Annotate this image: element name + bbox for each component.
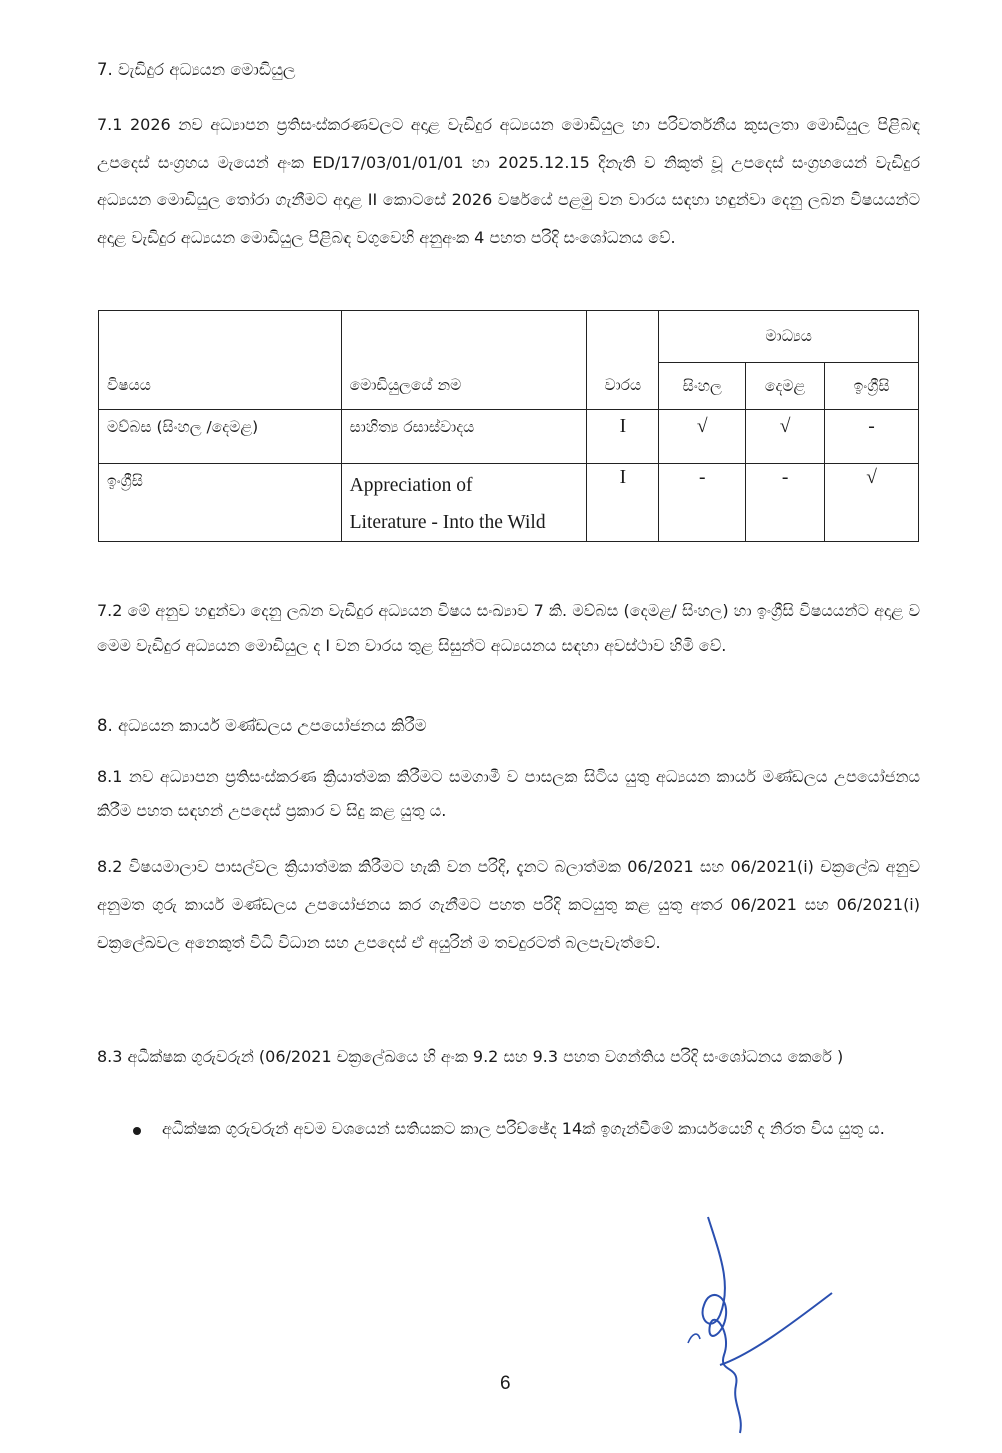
table-row xyxy=(99,464,919,542)
header-english: ඉංග්‍රීසි xyxy=(825,363,919,410)
row2-sinhala-mark: - xyxy=(659,464,746,542)
row1-subject: මව්බස (සිංහල /දෙමළ) xyxy=(99,410,342,464)
bullet-item xyxy=(162,1112,920,1146)
row1-sinhala-check: √ xyxy=(659,410,746,464)
row2-module-line2: Literature - Into the Wild xyxy=(349,512,546,533)
row1-tamil-check: √ xyxy=(746,410,825,464)
bullet-icon xyxy=(133,1127,141,1135)
paragraph-7-1 xyxy=(97,106,920,256)
paragraph-8-2 xyxy=(97,848,920,962)
bullet-item-text: අධීක්ෂක ගුරුවරුන් අවම වශයෙන් සතියකට කාල පරිච්ඡේද 14ක් ඉගැන්වීමේ කාර්යයෙහි ද නිරත විය යුතු ය. xyxy=(162,1119,885,1138)
header-module-name: මොඩියුලයේ නම xyxy=(341,311,587,410)
row2-english-check: √ xyxy=(825,464,919,542)
header-medium: මාධ්‍යය xyxy=(659,311,919,363)
paragraph-7-2 xyxy=(97,593,920,663)
header-sinhala: සිංහල xyxy=(659,363,746,410)
section-8-heading: 8. අධ්‍යයන කාර්ය මණ්ඩලය උපයෝජනය කිරීම xyxy=(97,716,427,735)
paragraph-7-1-text: 7.1 2026 නව අධ්‍යාපන ප්‍රතිසංස්කරණවලට අදාළ වැඩිදුර අධ්‍යයන මොඩියුල හා පරිවර්තනීය කුසලතා මොඩියුල පිළිබඳ උපදෙස් සංග්‍රහය මැයෙන් අංක ED/17/03/01/01/01 හා 2025.12.15 දිනැති ව නිකුත් වූ උපදෙස් සංග්‍රහයෙන් වැඩිදුර අධ්‍යයන මොඩියුල තෝරා ගැනීමට අදාළ II කොටසේ 2026 වර්ෂයේ පළමු වන වාරය සඳහා හඳුන්වා දෙනු ලබන විෂයයන්ට අදාළ වැඩිදුර අධ්‍යයන මොඩියුල පිළිබඳ වගුවෙහි අනුඅංක 4 පහත පරිදි සංශෝධනය වේ. xyxy=(97,115,920,247)
header-subject: විෂයය xyxy=(99,311,342,410)
paragraph-8-2-text: 8.2 විෂයමාලාව පාසල්වල ක්‍රියාත්මක කිරීමට හැකි වන පරිදි, දැනට බලාත්මක 06/2021 සහ 06/2021(i) චක්‍රලේඛ අනුව අනුමත ගුරු කාර්ය මණ්ඩලය උපයෝජනය කර ගැනීමට පහත පරිදි කටයුතු කළ යුතු අතර 06/2021 සහ 06/2021(i) චක්‍රලේඛවල අනෙකුත් විධි විධාන සහ උපදෙස් ඒ අයුරින් ම තවදුරටත් බලපැවැත්වේ. xyxy=(97,857,920,952)
paragraph-8-3-text: 8.3 අධීක්ෂක ගුරුවරුන් (06/2021 චක්‍රලේඛයෙ හි අංක 9.2 සහ 9.3 පහත වගන්තිය පරිදි සංශෝධනය කෙරේ ) xyxy=(97,1047,844,1066)
paragraph-8-1-text: 8.1 නව අධ්‍යාපන ප්‍රතිසංස්කරණ ක්‍රියාත්මක කිරීමට සමගාමී ව පාසලක සිටිය යුතු අධ්‍යයන කාර්ය මණ්ඩලය උපයෝජනය කිරීම පහත සඳහන් උපදෙස් ප්‍රකාර ව සිදු කළ යුතු ය. xyxy=(97,767,920,820)
page-number: 6 xyxy=(500,1373,511,1394)
row1-module: සාහිත්‍ය රසාස්වාදය xyxy=(341,410,587,464)
row2-term: I xyxy=(587,464,659,542)
row1-english-mark: - xyxy=(825,410,919,464)
row2-module-line1: Appreciation of xyxy=(349,475,473,496)
header-tamil: දෙමළ xyxy=(746,363,825,410)
row2-tamil-mark: - xyxy=(746,464,825,542)
table-header-row-top xyxy=(99,311,919,363)
row2-subject: ඉංග්‍රීසි xyxy=(99,464,342,542)
row2-module xyxy=(341,464,587,542)
modules-table xyxy=(98,310,919,542)
paragraph-8-1 xyxy=(97,760,920,828)
section-7-heading: 7. වැඩිදුර අධ්‍යයන මොඩියුල xyxy=(97,60,296,79)
paragraph-8-3 xyxy=(97,1040,920,1074)
signature-icon xyxy=(680,1215,840,1435)
row1-term: I xyxy=(587,410,659,464)
header-term: වාරය xyxy=(587,311,659,410)
paragraph-7-2-text: 7.2 මේ අනුව හඳුන්වා දෙනු ලබන වැඩිදුර අධ්‍යයන විෂය සංඛ්‍යාව 7 කි. මව්බස (දෙමළ/ සිංහල) හා ඉංග්‍රීසි විෂයයන්ට අදාළ ව මෙම වැඩිදුර අධ්‍යයන මොඩියුල ද I වන වාරය තුළ සිසුන්ට අධ්‍යයනය සඳහා අවස්ථාව හිමි වේ. xyxy=(97,601,920,655)
table-row xyxy=(99,410,919,464)
